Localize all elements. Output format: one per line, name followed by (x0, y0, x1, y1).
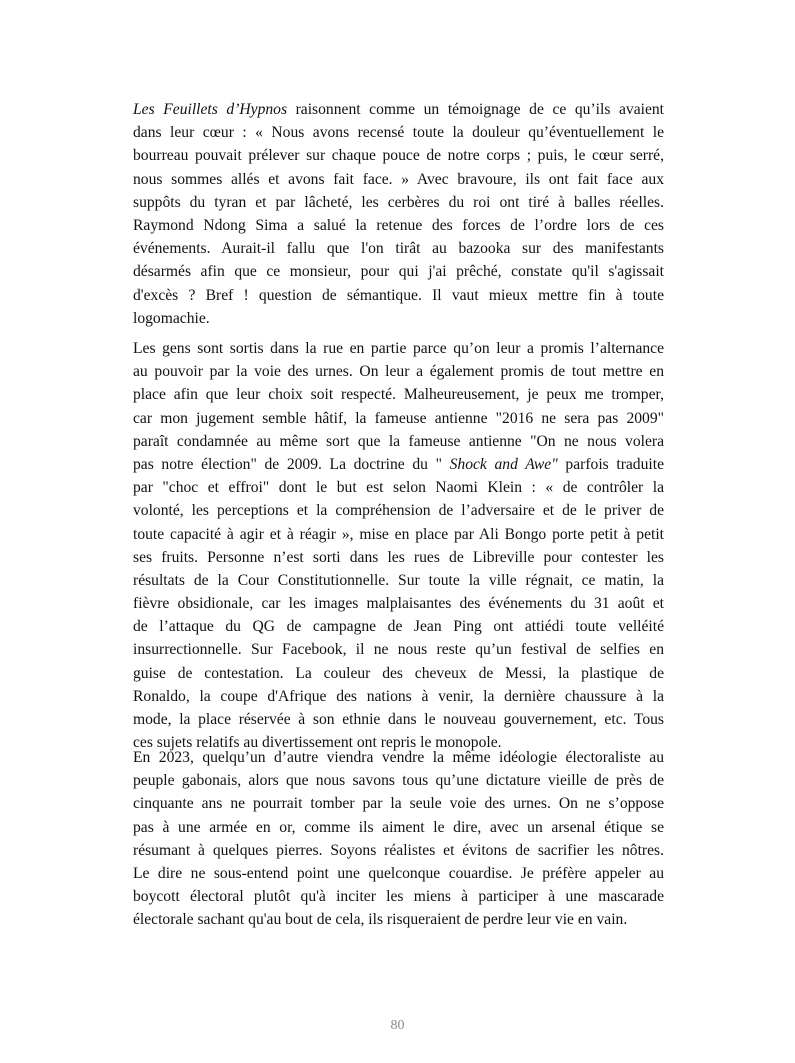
text-line: nous sommes allés et avons fait face. » Avec bravoure, ils ont fait face aux (133, 170, 664, 188)
text-line: toute capacité à agir et à réagir », mise en place par Ali Bongo porte petit à petit (133, 525, 664, 543)
text-line: peuple gabonais, alors que nous savons tous qu’une dictature vieille de près de (133, 772, 664, 790)
italic-book-title: Les Feuillets d’Hypnos (133, 101, 288, 118)
text-line: boycott électoral plutôt qu'à inciter les miens à participer à une mascarade (133, 888, 664, 906)
text-line: pas à une armée en or, comme ils aiment le dire, avec un arsenal étique se (133, 818, 664, 836)
text-line: insurrectionnelle. Sur Facebook, il ne nous reste qu’un festival de selfies en (133, 641, 664, 659)
line-text: raisonnent comme un témoignage de ce qu’ils avaient (287, 101, 665, 118)
text-line: résumant à quelques pierres. Soyons réalistes et évitons de sacrifier les nôtres. (133, 841, 664, 859)
page-number: 80 (390, 1018, 405, 1033)
text-line: Le dire ne sous-entend point une quelconque couardise. Je préfère appeler au (133, 864, 664, 882)
text-line: suppôts du tyran et par lâcheté, les cerbères du roi ont tiré à balles réelles. (133, 193, 664, 211)
text-line: d'excès ? Bref ! question de sémantique. Il vaut mieux mettre fin à toute (133, 286, 664, 304)
line-text: parfois traduite (557, 455, 664, 473)
text-line: mode, la place réservée à son ethnie dans le nouveau gouvernement, etc. Tous (133, 711, 664, 728)
text-line: électorale sachant qu'au bout de cela, ils risqueraient de perdre leur vie en vain. (133, 911, 628, 929)
text-line: par "choc et effroi" dont le but est selon Naomi Klein : « de contrôler la (133, 479, 664, 497)
text-line: paraît condamnée au même sort que la fameuse antienne "On ne nous volera (133, 432, 664, 450)
paragraph-1 (133, 98, 664, 330)
text-line: de l’attaque du QG de campagne de Jean Ping ont attiédi toute velléité (133, 618, 664, 636)
text-line: bourreau pouvait prélever sur chaque pouce de notre corps ; puis, le cœur serré, (133, 147, 664, 165)
text-line: au pouvoir par la voie des urnes. On leur a également promis de tout mettre en (133, 363, 664, 381)
text-line: dans leur cœur : « Nous avons recensé toute la douleur qu’éventuellement le (133, 124, 664, 142)
text-line: place afin que leur choix soit respecté. Malheureusement, je peux me tromper, (133, 386, 664, 404)
line-text: pas notre élection" de 2009. La doctrine du " (133, 455, 450, 473)
text-line: ces sujets relatifs au divertissement ont repris le monopole. (133, 734, 502, 752)
text-line: Ronaldo, la coupe d'Afrique des nations à venir, la dernière chaussure à la (133, 687, 664, 705)
text-line: car mon jugement semble hâtif, la fameuse antienne "2016 ne sera pas 2009" (133, 409, 664, 427)
text-line: fièvre obsidionale, car les images malplaisantes des événements du 31 août et (133, 595, 664, 613)
text-line: résultats de la Cour Constitutionnelle. Sur toute la ville régnait, ce matin, la (133, 571, 664, 589)
text-line: En 2023, quelqu’un d’autre viendra vendre la même idéologie électoraliste au (133, 749, 664, 766)
paragraph-3 (133, 746, 664, 932)
text-line: volonté, les perceptions et la compréhension de l’adversaire et de le priver de (133, 502, 664, 520)
text-line: logomachie. (133, 309, 210, 327)
text-line: événements. Aurait-il fallu que l'on tirât au bazooka sur des manifestants (133, 240, 664, 258)
italic-doctrine-name: Shock and Awe" (449, 455, 558, 473)
text-line: cinquante ans ne pourrait tomber par la seule voie des urnes. On ne s’oppose (133, 795, 664, 813)
text-line: guise de contestation. La couleur des cheveux de Messi, la plastique de (133, 664, 664, 682)
text-line (133, 98, 664, 121)
paragraph-2 (133, 337, 664, 754)
text-line: Raymond Ndong Sima a salué la retenue des forces de l’ordre lors de ces (133, 216, 664, 234)
text-line (133, 453, 664, 476)
text-line: désarmés afin que ce monsieur, pour qui j'ai prêché, constate qu'il s'agissait (133, 263, 664, 281)
text-line: ses fruits. Personne n’est sorti dans les rues de Libreville pour contester les (133, 548, 664, 566)
text-line: Les gens sont sortis dans la rue en partie parce qu’on leur a promis l’alternance (133, 340, 664, 357)
